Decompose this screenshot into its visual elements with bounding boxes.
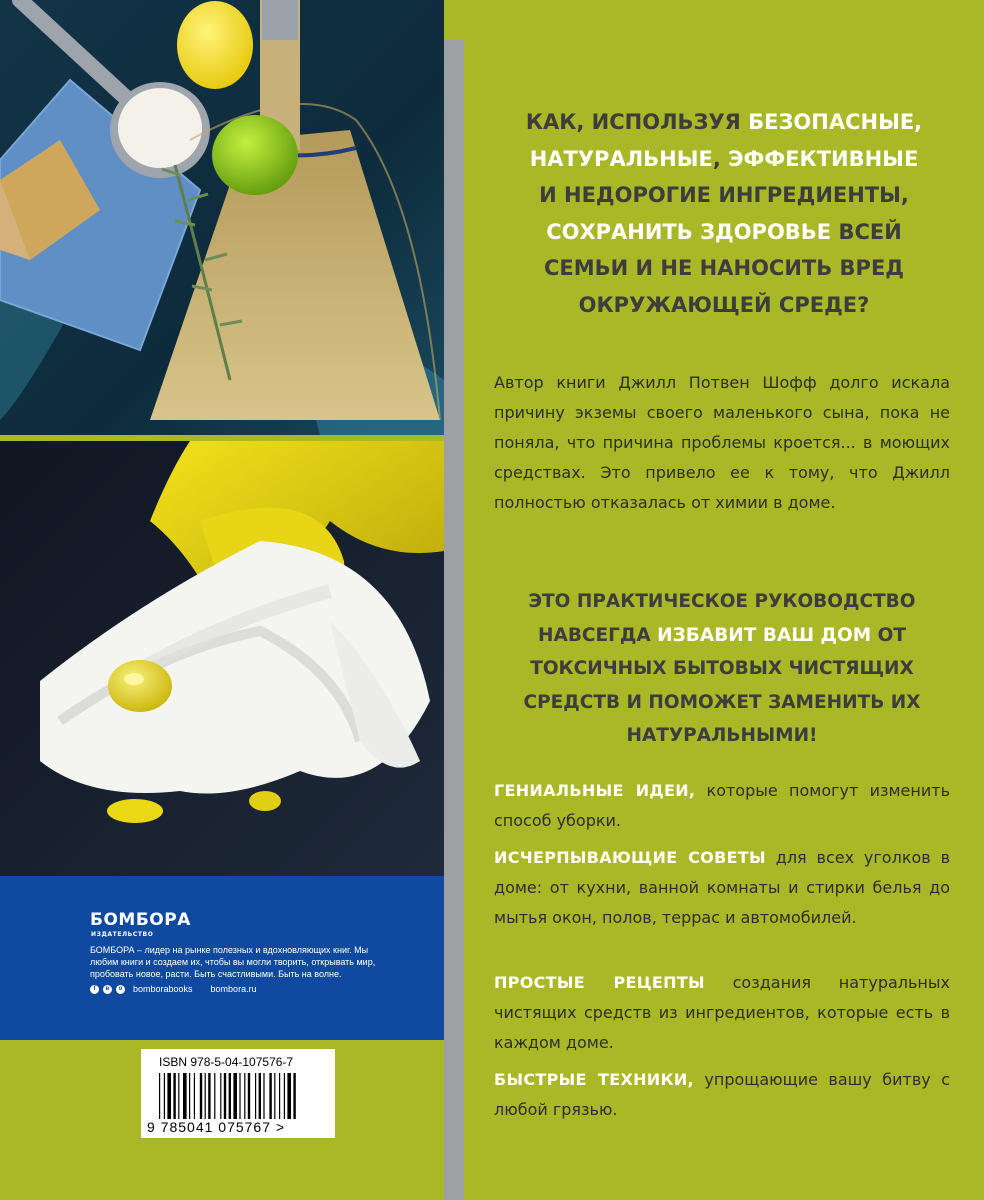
- author-paragraph: Автор книги Джилл Потвен Шофф долго искала причину экземы своего маленького сына, пока не поняла, что причина проблемы кроется... в моющих средствах. Это привело ее к тому, что Джилл полностью отказалась от химии в доме.: [494, 373, 950, 512]
- guide-text: ТОКСИЧНЫХ БЫТОВЫХ ЧИСТЯЩИХ: [530, 658, 914, 679]
- publisher-logo-subtitle: ИЗДАТЕЛЬСТВО: [91, 931, 154, 938]
- headline-highlight: НАТУРАЛЬНЫЕ: [529, 146, 713, 171]
- headline: [464, 104, 984, 323]
- publisher-logo: БОМБОРА: [90, 910, 191, 930]
- feature-item: [494, 843, 950, 933]
- guide-text: НАВСЕГДА: [538, 624, 658, 646]
- instagram-icon: o: [116, 985, 125, 994]
- feature-text: для всех уголков в доме: от кухни, ванной комнаты и стирки белья до мытья окон, полов, террас и автомобилей.: [494, 848, 951, 927]
- headline-text: ВСЕЙ: [831, 219, 902, 244]
- left-column: [0, 0, 444, 1200]
- publisher-description: БОМБОРА – лидер на рынке полезных и вдохновляющих книг. Мы любим книги и создаем их, чтобы вы могли творить, открывать мир, пробовать новое, расти. Быть счастливыми. Быть на волне.: [90, 945, 376, 979]
- feature-text: создания натуральных чистящих средств из ингредиентов, которые есть в каждом доме.: [494, 973, 950, 1052]
- guide-text: ЭТО ПРАКТИЧЕСКОЕ РУКОВОДСТВО: [528, 591, 916, 612]
- vk-icon: в: [103, 985, 112, 994]
- glove-cloth-photo: [0, 441, 444, 876]
- guide-highlight: ИЗБАВИТ ВАШ ДОМ: [657, 624, 872, 646]
- isbn-label: ISBN 978-5-04-107576-7: [159, 1055, 294, 1069]
- cleaning-supplies-photo: [0, 0, 444, 435]
- right-text-panel: [464, 0, 984, 1200]
- feature-text: которые помогут изменить способ уборки.: [494, 781, 950, 830]
- publisher-block: [0, 876, 444, 1040]
- guide-text: НАТУРАЛЬНЫМИ!: [626, 725, 818, 746]
- headline-text: ,: [712, 146, 729, 171]
- feature-lead: ГЕНИАЛЬНЫЕ ИДЕИ,: [494, 781, 696, 800]
- guide-text: СРЕДСТВ И ПОМОЖЕТ ЗАМЕНИТЬ ИХ: [523, 691, 921, 713]
- feature-lead: ПРОСТЫЕ РЕЦЕПТЫ: [494, 973, 705, 992]
- publisher-website: bombora.ru: [210, 984, 257, 994]
- isbn-barcode: [141, 1049, 335, 1138]
- guide-statement: [494, 585, 950, 753]
- headline-highlight: СОХРАНИТЬ ЗДОРОВЬЕ: [546, 219, 832, 244]
- publisher-social: [90, 984, 257, 994]
- feature-item: [494, 968, 950, 1058]
- feature-item: [494, 776, 950, 836]
- feature-lead: БЫСТРЫЕ ТЕХНИКИ,: [494, 1070, 694, 1089]
- feature-item: [494, 1065, 950, 1125]
- feature-text: упрощающие вашу битву с любой грязью.: [494, 1070, 950, 1119]
- grey-band: [444, 40, 464, 1200]
- headline-text: КАК, ИСПОЛЬЗУЯ: [525, 110, 749, 134]
- feature-lead: ИСЧЕРПЫВАЮЩИЕ СОВЕТЫ: [494, 848, 766, 867]
- headline-text: СЕМЬИ И НЕ НАНОСИТЬ ВРЕД: [544, 256, 904, 280]
- headline-highlight: БЕЗОПАСНЫЕ,: [748, 110, 923, 134]
- headline-highlight: ЭФФЕКТИВНЫЕ: [728, 146, 919, 171]
- facebook-icon: f: [90, 985, 99, 994]
- barcode-digits: 9 785041 075767 >: [147, 1119, 286, 1135]
- headline-text: И НЕДОРОГИЕ ИНГРЕДИЕНТЫ,: [539, 183, 909, 207]
- social-handle: bomborabooks: [133, 984, 193, 994]
- headline-text: ОКРУЖАЮЩЕЙ СРЕДЕ?: [578, 292, 870, 317]
- guide-text: ОТ: [871, 624, 906, 646]
